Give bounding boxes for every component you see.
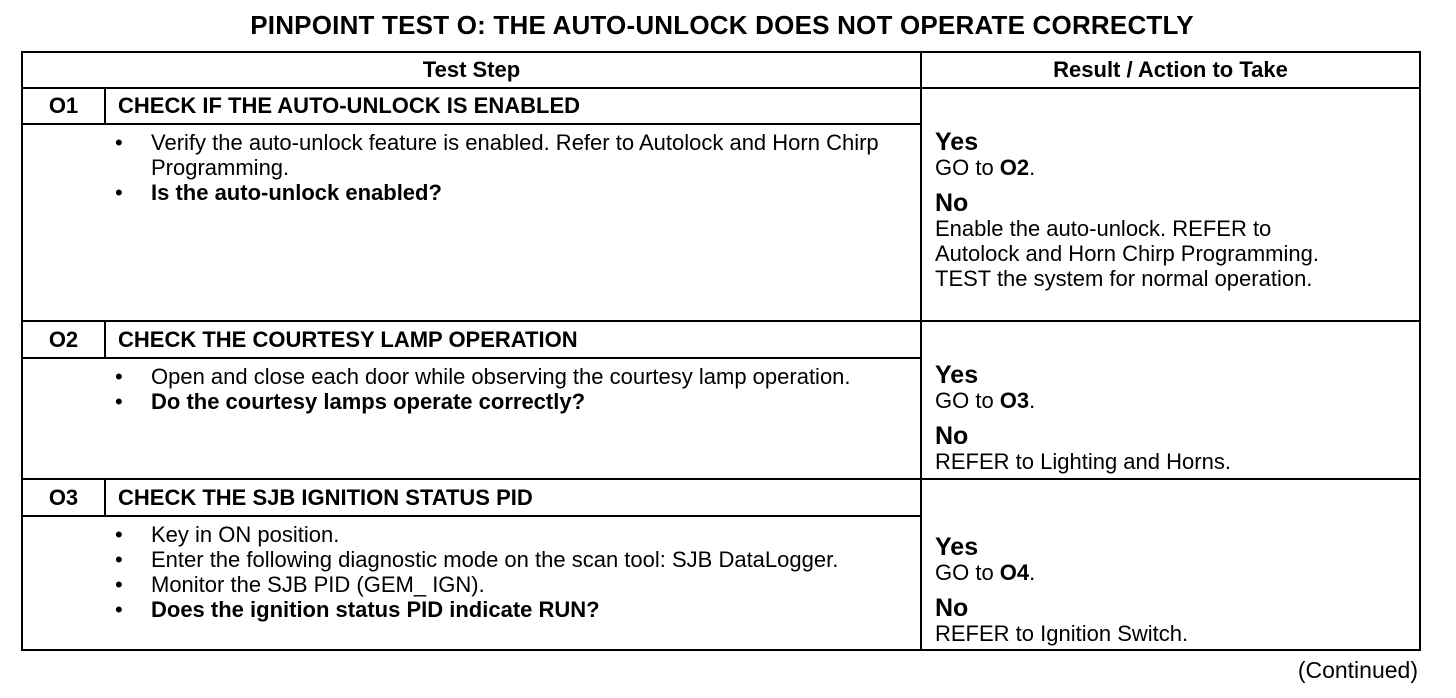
step-instructions [115, 364, 875, 414]
step-result [935, 362, 1405, 474]
yes-action [935, 155, 1405, 180]
no-action-line: Enable the auto-unlock. REFER to [935, 216, 1272, 241]
yes-target-step: O2 [999, 155, 1030, 180]
divider [920, 53, 922, 649]
yes-action-suffix: . [1029, 155, 1036, 180]
header-test-step: Test Step [422, 57, 521, 82]
no-label: No [935, 189, 969, 217]
step-question: • Do the courtesy lamps operate correctly? [115, 389, 875, 414]
divider [23, 478, 1419, 480]
divider [104, 88, 106, 125]
yes-label: Yes [935, 128, 979, 156]
step-question: • Does the ignition status PID indicate RUN? [115, 597, 855, 622]
no-action-line: Autolock and Horn Chirp Programming. [935, 241, 1319, 266]
page-title: PINPOINT TEST O: THE AUTO-UNLOCK DOES NOT OPERATE CORRECTLY [250, 10, 1194, 40]
step-id: O1 [48, 93, 79, 118]
no-action-line: TEST the system for normal operation. [935, 266, 1313, 291]
step-question: • Is the auto-unlock enabled? [115, 180, 895, 205]
divider [23, 515, 921, 517]
instruction-item: • Enter the following diagnostic mode on the scan tool: SJB DataLogger. [115, 547, 855, 572]
instruction-item: • Key in ON position. [115, 522, 855, 547]
instruction-item: • Monitor the SJB PID (GEM_ IGN). [115, 572, 855, 597]
yes-target-step: O3 [999, 388, 1030, 413]
step-id: O2 [48, 327, 79, 352]
no-label: No [935, 422, 969, 450]
yes-label: Yes [935, 361, 979, 389]
instruction-item: • Verify the auto-unlock feature is enabled. Refer to Autolock and Horn Chirp Programming. [115, 130, 895, 180]
step-id: O3 [48, 485, 79, 510]
step-result [935, 534, 1405, 646]
step-title: CHECK THE COURTESY LAMP OPERATION [118, 327, 578, 352]
step-title: CHECK IF THE AUTO-UNLOCK IS ENABLED [118, 93, 580, 118]
yes-action [935, 388, 1405, 413]
divider [23, 87, 1419, 89]
yes-action [935, 560, 1405, 585]
yes-target-step: O4 [999, 560, 1030, 585]
no-label: No [935, 594, 969, 622]
no-action-line: REFER to Lighting and Horns. [935, 449, 1231, 474]
divider [104, 479, 106, 516]
yes-action-text: GO to [935, 388, 1000, 413]
yes-label: Yes [935, 533, 979, 561]
divider [23, 123, 921, 125]
instruction-item: • Open and close each door while observing the courtesy lamp operation. [115, 364, 875, 389]
continued-note: (Continued) [1297, 657, 1418, 683]
step-title: CHECK THE SJB IGNITION STATUS PID [118, 485, 533, 510]
divider [23, 357, 921, 359]
divider [104, 321, 106, 358]
yes-action-suffix: . [1029, 388, 1036, 413]
yes-action-text: GO to [935, 560, 1000, 585]
step-instructions [115, 522, 855, 622]
step-result [935, 129, 1405, 291]
yes-action-suffix: . [1029, 560, 1036, 585]
divider [23, 320, 1419, 322]
header-result-action: Result / Action to Take [1053, 57, 1288, 82]
pinpoint-test-table [21, 51, 1421, 651]
no-action-line: REFER to Ignition Switch. [935, 621, 1189, 646]
yes-action-text: GO to [935, 155, 1000, 180]
step-instructions [115, 130, 895, 205]
